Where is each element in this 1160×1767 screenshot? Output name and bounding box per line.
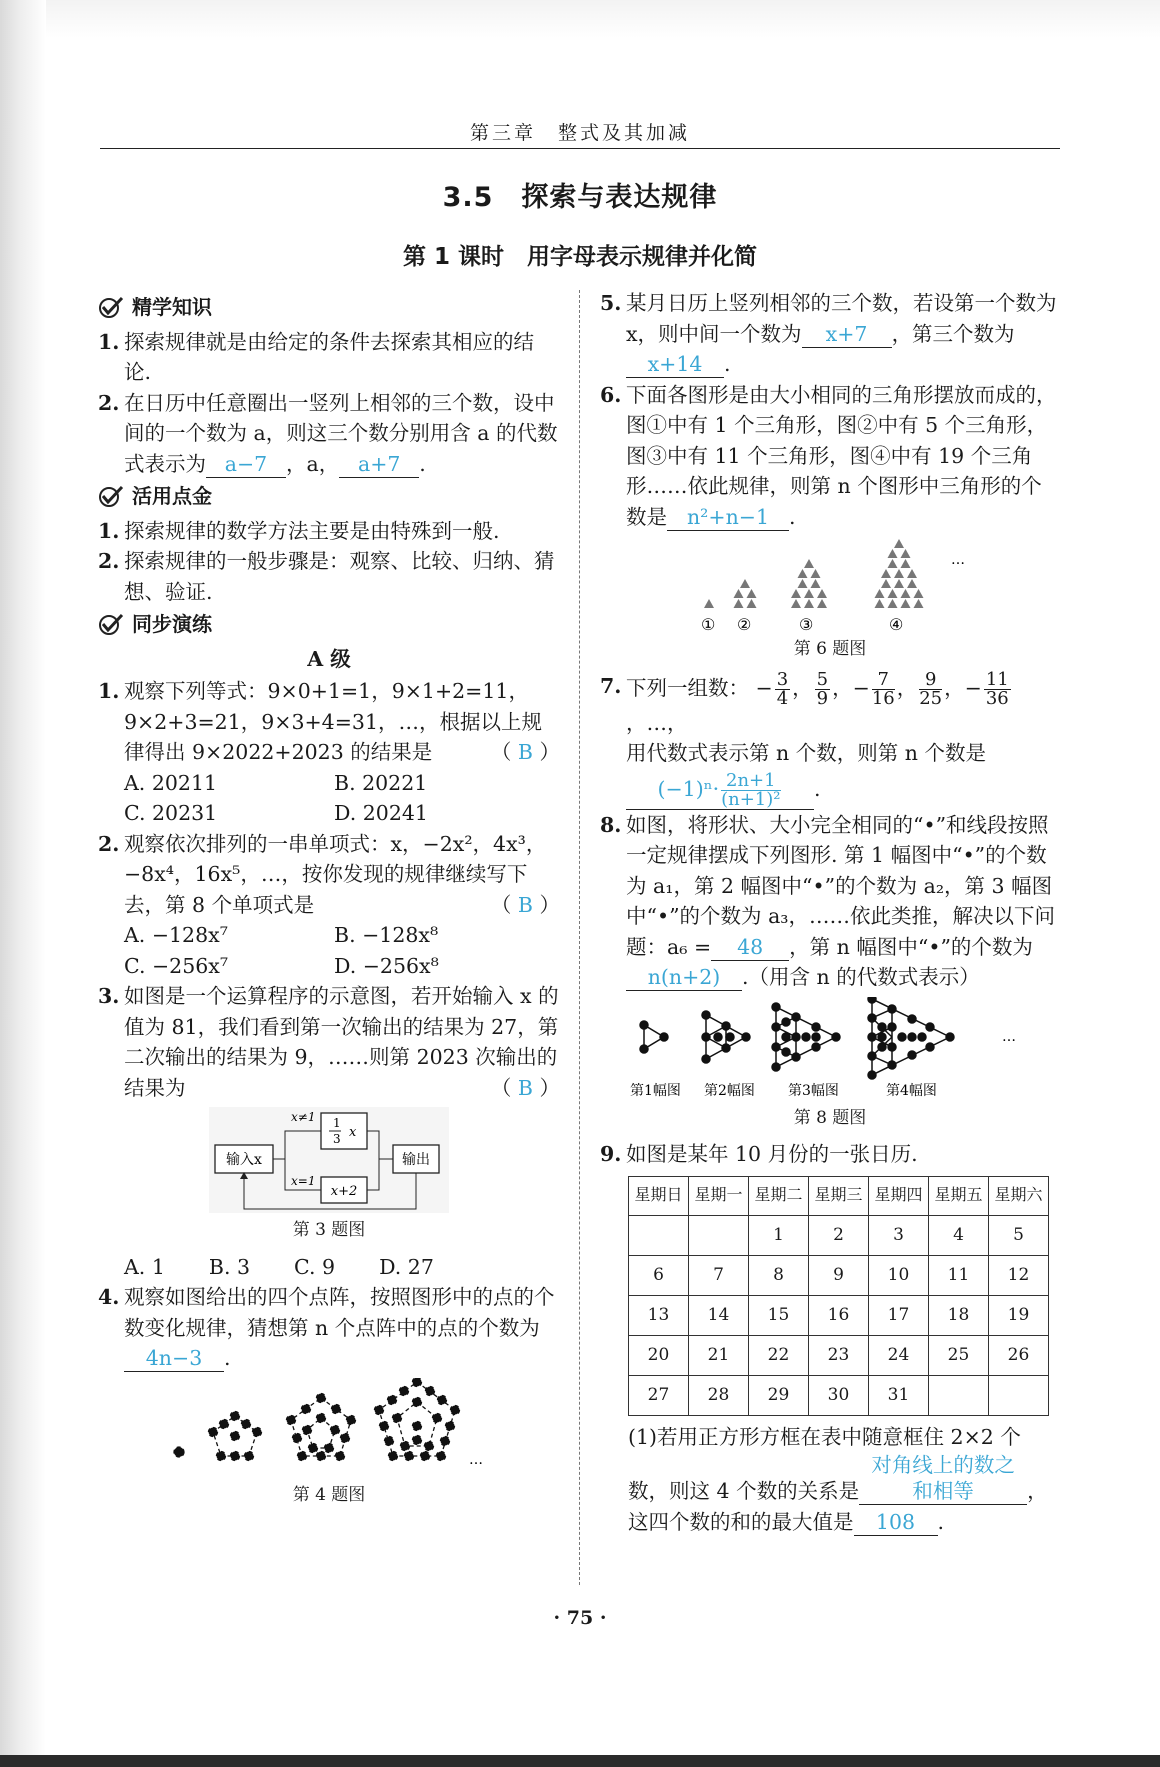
triangle-mark [875, 599, 885, 608]
figure-caption: 第 6 题图 [793, 639, 867, 659]
svg-text:…: … [1002, 1028, 1016, 1045]
header-rule [100, 148, 1060, 149]
fraction: $\frac{9}{25}$ [919, 668, 943, 709]
triangle-mark [888, 599, 898, 608]
answer-blank: a−7 [206, 451, 286, 478]
triangle-mark [734, 589, 744, 598]
checkmark-icon [98, 484, 124, 508]
svg-text:3: 3 [333, 1132, 341, 1146]
fraction: $\frac{5}{9}$ [816, 668, 829, 709]
knowledge-item-1: 1. 探索规律就是由给定的条件去探索其相应的结论. [98, 329, 534, 384]
right-column [600, 288, 1060, 1537]
triangle-mark [881, 579, 891, 588]
triangle-mark [901, 589, 911, 598]
answer-blank: x+7 [802, 321, 892, 348]
svg-text:第4幅图: 第4幅图 [886, 1082, 937, 1099]
triangle-mark [907, 569, 917, 578]
triangle-mark [881, 569, 891, 578]
question-9: 9. 如图是某年 10 月份的一张日历. [600, 1142, 918, 1166]
triangle-mark [804, 559, 814, 568]
calendar-week-row: 6 7 8 9 10 11 12 [629, 1255, 1049, 1295]
question-1: 1. 观察下列等式：9×0+1=1，9×1+2=11，9×2+3=21，9×3+4=31，…，根据以上规律得出 9×2022+2023 的结果是 （ B ） [98, 676, 560, 768]
triangle-mark [914, 589, 924, 598]
svg-text:②: ② [737, 615, 752, 632]
lesson-subtitle: 第 1 课时 用字母表示规律并化简 [402, 244, 758, 270]
fraction: $\frac{7}{16}$ [871, 668, 895, 709]
question-1-options: A. 20211 B. 20221 C. 20231 D. 20241 [124, 770, 428, 825]
scan-top-margin [0, 0, 1160, 38]
svg-text:…: … [469, 1451, 483, 1468]
triangle-mark [894, 569, 904, 578]
triangle-mark [804, 589, 814, 598]
checkmark-icon [98, 612, 124, 636]
triangle-mark [811, 579, 821, 588]
answer-paren: （ B ） [490, 740, 560, 764]
question-2-options: A. −128x⁷ B. −128x⁸ C. −256x⁷ D. −256x⁸ [124, 923, 439, 978]
triangle-mark [747, 589, 757, 598]
dot-triangle-figure [630, 997, 1030, 1101]
triangle-mark [901, 549, 911, 558]
level-label: A 级 [307, 646, 351, 671]
calendar-week-row: 20 21 22 23 24 25 26 [629, 1335, 1049, 1375]
question-9-sub-1: (1)若用正方形方框在表中随意框住 2×2 个数，则这 4 个数的关系是对角线上的数之和相等 ，这四个数的和的最大值是 108 . [628, 1424, 1048, 1534]
triangle-pattern-figure [695, 536, 965, 632]
fraction: $\frac{3}{4}$ [776, 668, 789, 709]
calendar-week-row: 27 28 29 30 31 [629, 1375, 1049, 1415]
svg-text:③: ③ [799, 615, 814, 632]
svg-text:x=1: x=1 [291, 1174, 316, 1188]
fraction: $\frac{2n+1}{\text{(n+1)²}}$ [721, 769, 781, 810]
question-5: 5. 某月日历上竖列相邻的三个数，若设第一个数为 x，则中间一个数为 x+7 ，第三个数为x+14 . [600, 291, 1057, 376]
triangle-mark [894, 539, 904, 548]
triangle-mark [740, 579, 750, 588]
answer-paren: （ B ） [490, 1075, 560, 1100]
answer-blank: 4n−3 [124, 1345, 224, 1372]
flowchart-figure [209, 1107, 449, 1213]
triangle-mark [907, 579, 917, 588]
section-heading-practice: 同步演练 [98, 609, 560, 640]
knowledge-item-2: 2. 在日历中任意圈出一竖列上相邻的三个数，设中间的一个数为 a，则这三个数分别用含 a 的代数式表示为 a−7 ，a， a+7 . [98, 390, 558, 476]
answer-paren: （ B ） [490, 892, 560, 917]
answer-blank: 对角线上的数之和相等 [859, 1452, 1027, 1505]
svg-text:第3幅图: 第3幅图 [788, 1082, 839, 1099]
triangle-mark [817, 589, 827, 598]
svg-text:x≠1: x≠1 [291, 1110, 316, 1124]
triangle-mark [888, 559, 898, 568]
triangle-mark [894, 579, 904, 588]
question-7: 7. 下列一组数： − $\frac{3}{4}$ ， $\frac{5}{9}$ ，− $\frac{7}{16}$ ， $\frac{9}{25}$ ，− $\frac{11}{36}$ ，…， 用代数式表示第 n 个数，则第 n 个数是 (−1)ⁿ· $\frac{2n+1}{\text{(n+1)²}}$ . [600, 668, 1009, 810]
question-2: 2. 观察依次排列的一串单项式：x，−2x²，4x³，−8x⁴，16x⁵，…，按你发现的规律继续写下去，第 8 个单项式是 （ B ） [98, 829, 560, 921]
answer-blank: a+7 [339, 451, 419, 478]
answer-blank: x+14 [626, 351, 724, 378]
question-8: 8. 如图，将形状、大小完全相同的“•”和线段按照一定规律摆成下列图形. 第 1 幅图中“•”的个数为 a₁，第 2 幅图中“•”的个数为 a₂，第 3 幅图中“•”的个数为 a₃，……依此类推，解决以下问题：a₆ = 48 ，第 n 幅图中“•”的个数为n(n+2) .（用含 n 的代数式表示） [600, 812, 1056, 989]
answer-blank: (−1)ⁿ· $\frac{2n+1}{\text{(n+1)²}}$ [626, 769, 814, 810]
question-4: 4. 观察如图给出的四个点阵，按照图形中的点的个数变化规律，猜想第 n 个点阵中的点的个数为4n−3 . [98, 1285, 555, 1370]
flow-input-box: 输入x [226, 1152, 262, 1168]
flow-op2-box: x+2 [330, 1184, 358, 1199]
method-item-1: 1. 探索规律的数学方法主要是由特殊到一般. [98, 518, 500, 543]
fraction: $\frac{11}{36}$ [985, 668, 1009, 709]
calendar-week-row: 1 2 3 4 5 [629, 1215, 1049, 1255]
figure-caption: 第 8 题图 [793, 1107, 867, 1128]
svg-text:④: ④ [889, 615, 904, 632]
section-title: 3.5 探索与表达规律 [442, 182, 718, 213]
triangle-mark [888, 589, 898, 598]
dot-lattice-figure [169, 1378, 489, 1478]
figure-caption: 第 3 题图 [292, 1220, 366, 1240]
svg-text:第1幅图: 第1幅图 [630, 1082, 681, 1099]
triangle-mark [914, 599, 924, 608]
method-item-2: 2. 探索规律的一般步骤是：观察、比较、归纳、猜想、验证. [98, 549, 555, 604]
svg-text:x: x [349, 1125, 357, 1140]
flow-output-box: 输出 [402, 1152, 430, 1168]
page-number: · 75 · [553, 1607, 607, 1629]
question-3-options: A. 1 B. 3 C. 9 D. 27 [124, 1254, 434, 1279]
triangle-mark [734, 599, 744, 608]
triangle-mark [747, 599, 757, 608]
triangle-mark [817, 599, 827, 608]
triangle-mark [798, 579, 808, 588]
calendar-header-row: 星期日 星期一 星期二 星期三 星期四 星期五 星期六 [629, 1176, 1049, 1215]
checkmark-icon [98, 295, 124, 319]
question-6: 6. 下面各图形是由大小相同的三角形摆放而成的，图①中有 1 个三角形，图②中有 5 个三角形，图③中有 11 个三角形，图④中有 19 个三角形……依此规律，则第 n 个图形中三角形的个数是 n²+n−1 . [600, 382, 1057, 529]
triangle-mark [791, 589, 801, 598]
answer-blank: 108 [854, 1509, 938, 1536]
svg-text:①: ① [701, 615, 716, 632]
triangle-mark [804, 599, 814, 608]
answer-blank: 48 [711, 934, 789, 961]
scan-bottom-edge [0, 1755, 1160, 1767]
answer-blank: n(n+2) [626, 964, 742, 991]
left-column [98, 290, 560, 1516]
figure-caption: 第 4 题图 [292, 1484, 366, 1505]
triangle-mark [791, 599, 801, 608]
chapter-header: 第三章 整式及其加减 [469, 122, 690, 144]
svg-text:1: 1 [333, 1116, 341, 1130]
triangle-mark [875, 589, 885, 598]
question-3: 3. 如图是一个运算程序的示意图，若开始输入 x 的值为 81，我们看到第一次输出的结果为 27，第二次输出的结果为 9，……则第 2023 次输出的结果为 （ B ） [98, 981, 560, 1103]
triangle-mark [798, 569, 808, 578]
section-heading-application: 活用点金 [98, 481, 560, 512]
section-heading-knowledge: 精学知识 [98, 292, 560, 323]
svg-text:第2幅图: 第2幅图 [704, 1082, 755, 1099]
answer-blank: n²+n−1 [667, 504, 789, 531]
calendar-week-row: 13 14 15 16 17 18 19 [629, 1295, 1049, 1335]
triangle-mark [901, 599, 911, 608]
october-calendar [628, 1176, 1049, 1416]
column-divider [579, 290, 580, 1585]
triangle-mark [901, 559, 911, 568]
triangle-mark [888, 549, 898, 558]
triangle-mark [811, 569, 821, 578]
triangle-mark [704, 599, 714, 608]
svg-text:…: … [951, 552, 965, 568]
